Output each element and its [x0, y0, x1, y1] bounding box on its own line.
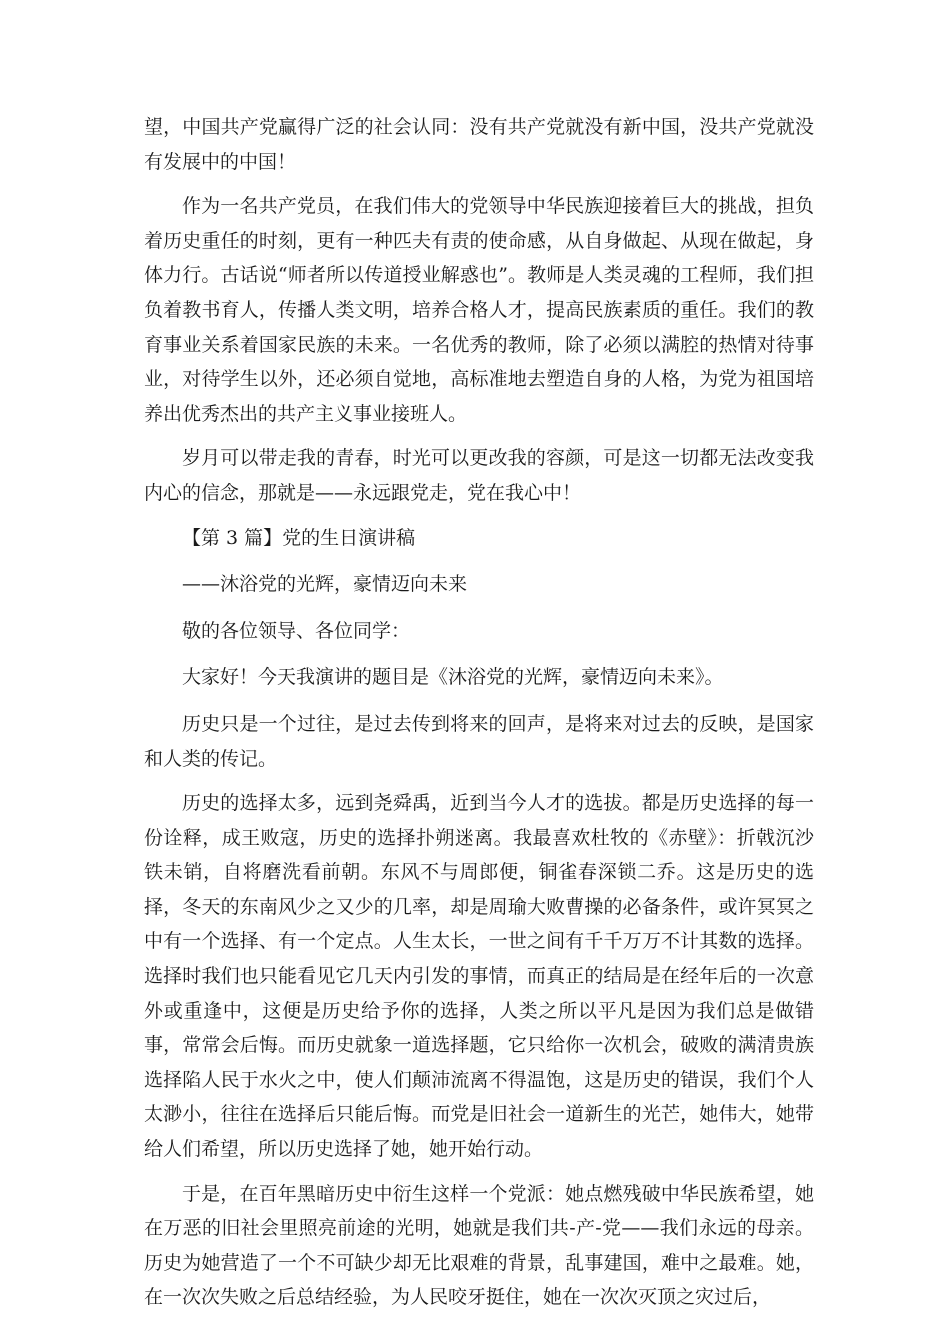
paragraph-party-member: 作为一名共产党员，在我们伟大的党领导中华民族迎接着巨大的挑战，担负着历史重任的时刻，更有一种匹夫有责的使命感，从自身做起、从现在做起，身体力行。古话说“师者所以传道授业解惑也”。教师是人类灵魂的工程师，我们担负着教书育人，传播人类文明，培养合格人才，提高民族素质的重任。我们的教育事业关系着国家民族的未来。一名优秀的教师，除了必须以满腔的热情对待事业，对待学生以外，还必须自觉地，高标准地去塑造自身的人格，为党为祖国培养出优秀杰出的共产主义事业接班人。 [144, 195, 814, 425]
section-heading: 【第 3 篇】党的生日演讲稿 [182, 526, 416, 549]
salutation: 敬的各位领导、各位同学： [182, 619, 411, 642]
paragraph-history-intro: 历史只是一个过往，是过去传到将来的回声，是将来对过去的反映，是国家和人类的传记。 [144, 712, 814, 770]
greeting: 大家好！今天我演讲的题目是《沐浴党的光辉，豪情迈向未来》。 [182, 666, 724, 689]
paragraph-history-choice: 历史的选择太多，远到尧舜禹，近到当今人才的选拔。都是历史选择的每一份诠释，成王败寇，历史的选择扑朔迷离。我最喜欢杜牧的《赤壁》：折戟沉沙铁未销，自将磨洗看前朝。东风不与周郎便，铜雀春深锁二乔。这是历史的选择，冬天的东南风少之又少的几率，却是周瑜大败曹操的必备条件，或许冥冥之中有一个选择、有一个定点。人生太长，一世之间有千千万万不计其数的选择。选择时我们也只能看见它几天内引发的事情，而真正的结局是在经年后的一次意外或重逢中，这便是历史给予你的选择，人类之所以平凡是因为我们总是做错事，常常会后悔。而历史就象一道选择题，它只给你一次机会，破败的满清贵族选择陷人民于水火之中，使人们颠沛流离不得温饱，这是历史的错误，我们个人太渺小，往往在选择后只能后悔。而党是旧社会一道新生的光芒，她伟大，她带给人们希望，所以历史选择了她，她开始行动。 [144, 792, 814, 1161]
paragraph-years: 岁月可以带走我的青春，时光可以更改我的容颜，可是这一切都无法改变我内心的信念，那就是——永远跟党走，党在我心中！ [144, 447, 814, 504]
paragraph-continuation: 望，中国共产党赢得广泛的社会认同：没有共产党就没有新中国，没共产党就没有发展中的中国！ [144, 116, 814, 173]
paragraph-party-origin: 于是，在百年黑暗历史中衍生这样一个党派：她点燃残破中华民族希望，她在万恶的旧社会里照亮前途的光明，她就是我们共-产-党——我们永远的母亲。历史为她营造了一个不可缺少却无比艰难的背景，乱事建国，难中之最难。她，在一次次失败之后总结经验，为人民咬牙挺住，她在一次次灭顶之灾过后， [144, 1182, 814, 1309]
speech-subtitle: ——沐浴党的光辉，豪情迈向未来 [182, 573, 468, 596]
document-body [144, 110, 814, 1325]
